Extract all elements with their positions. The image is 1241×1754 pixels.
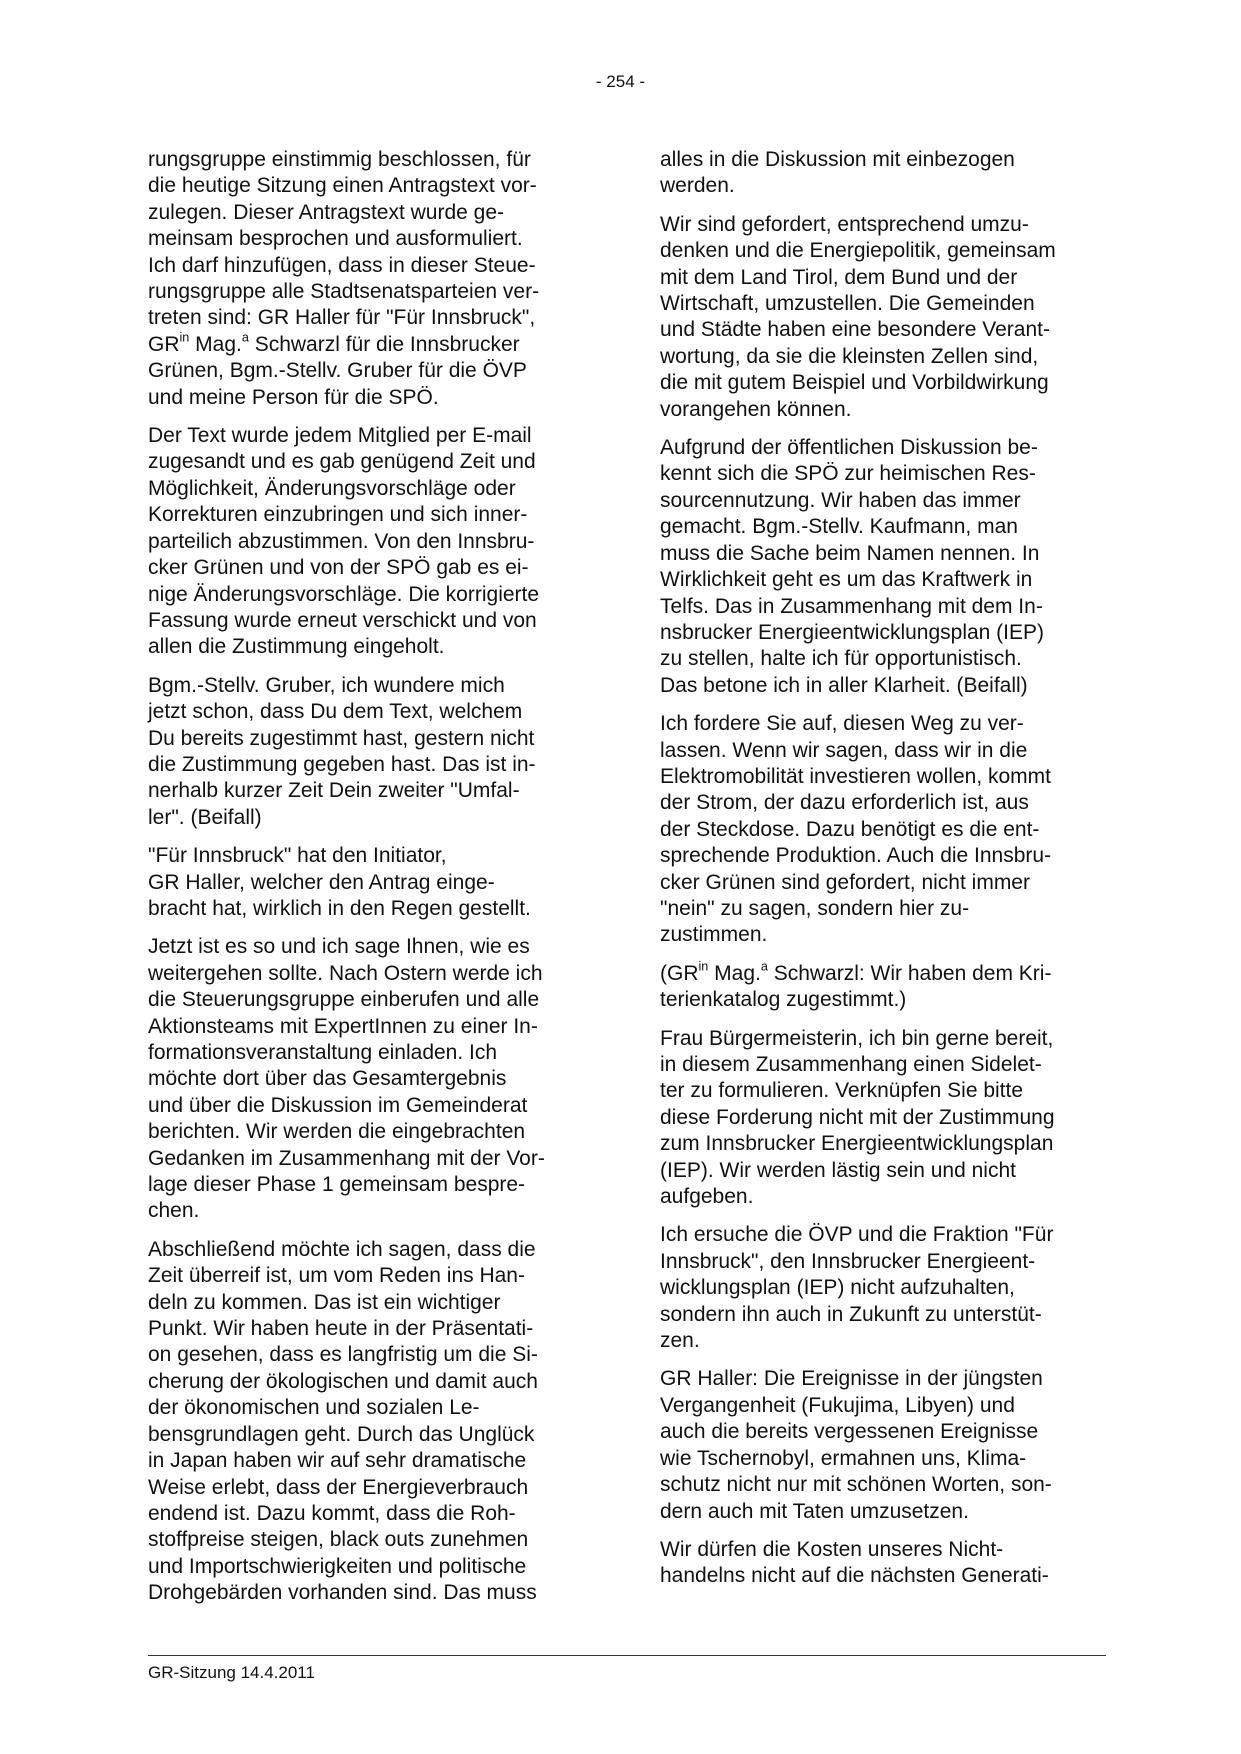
text-line: der ökonomischen und sozialen Le- (148, 1396, 480, 1420)
text-line: on gesehen, dass es langfristig um die Si- (148, 1343, 538, 1367)
text-line: allen die Zustimmung eingeholt. (148, 635, 445, 659)
text-line: handelns nicht auf die nächsten Generati- (660, 1564, 1049, 1588)
text-line: ler". (Beifall) (148, 805, 262, 829)
paragraph (148, 1237, 588, 1607)
text-line: Abschließend möchte ich sagen, dass die (148, 1237, 536, 1261)
text-line: cherung der ökologischen und damit auch (148, 1369, 538, 1393)
text-line: zen. (660, 1329, 700, 1353)
superscript: a (241, 330, 249, 345)
text-line: formationsveranstaltung einladen. Ich (148, 1041, 498, 1064)
text-line: alles in die Diskussion mit einbezogen (660, 148, 1015, 171)
text-line: cker Grünen und von der SPÖ gab es ei- (148, 556, 529, 580)
text-line: und Importschwierigkeiten und politische (148, 1554, 527, 1578)
text-line: Innsbruck", den Innsbrucker Energieent- (660, 1249, 1036, 1273)
superscript: in (698, 959, 709, 974)
text-line: und meine Person für die SPÖ. (148, 385, 439, 409)
text-line: Der Text wurde jedem Mitglied per E-mail (148, 424, 532, 448)
text-line: Weise erlebt, dass der Energieverbrauch (148, 1475, 529, 1499)
text-line: nsbrucker Energieentwicklungsplan (IEP) (660, 620, 1045, 644)
text-line: rungsgruppe einstimmig beschlossen, für (148, 148, 531, 171)
text-line: der Strom, der dazu erforderlich ist, aus (660, 791, 1029, 815)
text-line: wortung, da sie die kleinsten Zellen sind, (660, 344, 1039, 368)
text-line: auch die bereits vergessenen Ereignisse (660, 1420, 1039, 1444)
paragraph (660, 1366, 1100, 1524)
paragraph (660, 1026, 1100, 1211)
text-line: nige Änderungsvorschläge. Die korrigierte (148, 582, 540, 606)
text-line: zu stellen, halte ich für opportunistisch. (660, 647, 1022, 671)
text-line: und Städte haben eine besondere Verant- (660, 318, 1050, 342)
paragraph (148, 934, 588, 1224)
text-line: bensgrundlagen geht. Durch das Unglück (148, 1422, 535, 1446)
text-line: sprechende Produktion. Auch die Innsbru- (660, 844, 1052, 868)
text-line: mit dem Land Tirol, dem Bund und der (660, 265, 1018, 289)
text-line: Ich ersuche die ÖVP und die Fraktion "Für (660, 1223, 1054, 1247)
text-line: chen. (148, 1199, 200, 1223)
text-line: der Steckdose. Dazu benötigt es die ent- (660, 817, 1040, 841)
superscript: a (760, 959, 768, 974)
paragraph (148, 673, 588, 831)
text-line: "nein" zu sagen, sondern hier zu- (660, 896, 970, 920)
text-line: Punkt. Wir haben heute in der Präsentati- (148, 1317, 534, 1341)
text-line: zustimmen. (660, 923, 768, 947)
text-line: diese Forderung nicht mit der Zustimmung (660, 1105, 1055, 1129)
text-line: die Zustimmung gegeben hast. Das ist in- (148, 752, 536, 776)
paragraph (660, 711, 1100, 949)
text-line: (IEP). Wir werden lästig sein und nicht (660, 1158, 1016, 1182)
text-line: cker Grünen sind gefordert, nicht immer (660, 870, 1030, 894)
text-line: Zeit überreif ist, um vom Reden ins Han- (148, 1264, 525, 1288)
text-line: werden. (660, 174, 735, 198)
text-segment: Mag. (189, 332, 242, 356)
text-line: Gedanken im Zusammenhang mit der Vor- (148, 1146, 545, 1170)
text-line: sourcennutzung. Wir haben das immer (660, 488, 1021, 512)
text-line: Elektromobilität investieren wollen, kommt (660, 764, 1051, 788)
left-column (148, 147, 588, 1619)
text-line: nerhalb kurzer Zeit Dein zweiter "Umfal- (148, 779, 520, 803)
paragraph (660, 1222, 1100, 1354)
text-line: dern auch mit Taten umzusetzen. (660, 1499, 969, 1523)
text-line: schutz nicht nur mit schönen Worten, son- (660, 1473, 1052, 1497)
text-line: rungsgruppe alle Stadtsenatsparteien ver- (148, 280, 540, 304)
text-line: Telfs. Das in Zusammenhang mit dem In- (660, 594, 1043, 618)
text-line: vorangehen können. (660, 397, 852, 421)
text-segment: GR (148, 332, 180, 356)
text-line: terienkatalog zugestimmt.) (660, 988, 907, 1012)
text-line: Grünen, Bgm.-Stellv. Gruber für die ÖVP (148, 359, 527, 383)
text-line: "Für Innsbruck" hat den Initiator, (148, 844, 447, 868)
text-line: kennt sich die SPÖ zur heimischen Res- (660, 462, 1036, 486)
text-line: Bgm.-Stellv. Gruber, ich wundere mich (148, 673, 505, 697)
text-line: Vergangenheit (Fukujima, Libyen) und (660, 1393, 1015, 1417)
text-line: weitergehen sollte. Nach Ostern werde ich (148, 961, 543, 985)
paragraph (660, 1537, 1100, 1590)
text-segment: Mag. (708, 961, 761, 985)
text-line: muss die Sache beim Namen nennen. In (660, 541, 1040, 565)
paragraph (148, 423, 588, 661)
text-line: in diesem Zusammenhang einen Sidelet- (660, 1053, 1042, 1076)
text-line: jetzt schon, dass Du dem Text, welchem (148, 700, 523, 724)
text-line (148, 332, 588, 358)
text-line: Aktionsteams mit ExpertInnen zu einer In- (148, 1014, 538, 1038)
footer-label: GR-Sitzung 14.4.2011 (148, 1663, 315, 1682)
text-line: berichten. Wir werden die eingebrachten (148, 1120, 526, 1144)
text-line: stoffpreise steigen, black outs zunehmen (148, 1528, 529, 1552)
text-line: Du bereits zugestimmt hast, gestern nicht (148, 726, 535, 750)
text-line: Wirtschaft, umzustellen. Die Gemeinden (660, 292, 1035, 316)
text-line: Aufgrund der öffentlichen Diskussion be- (660, 436, 1038, 460)
paragraph (660, 212, 1100, 423)
text-line: lage dieser Phase 1 gemeinsam bespre- (148, 1173, 526, 1197)
page-number: - 254 - (595, 72, 646, 91)
text-line: Ich fordere Sie auf, diesen Weg zu ver- (660, 712, 1024, 736)
text-line: zugesandt und es gab genügend Zeit und (148, 450, 536, 474)
paragraph (148, 843, 588, 922)
text-line: Wirklichkeit geht es um das Kraftwerk in (660, 568, 1033, 592)
text-line: Fassung wurde erneut verschickt und von (148, 608, 537, 632)
text-line: lassen. Wenn wir sagen, dass wir in die (660, 738, 1028, 762)
text-segment: Schwarzl: Wir haben dem Kri- (767, 961, 1052, 985)
text-line: ter zu formulieren. Verknüpfen Sie bitte (660, 1079, 1024, 1103)
superscript: in (179, 330, 190, 345)
text-segment: Schwarzl für die Innsbrucker (248, 332, 520, 356)
text-line: Jetzt ist es so und ich sage Ihnen, wie es (148, 935, 530, 959)
paragraph (660, 435, 1100, 699)
text-line: meinsam besprochen und ausformuliert. (148, 227, 523, 251)
text-line: gemacht. Bgm.-Stellv. Kaufmann, man (660, 515, 1018, 539)
text-line: bracht hat, wirklich in den Regen gestellt. (148, 896, 531, 920)
text-line: die heutige Sitzung einen Antragstext vor- (148, 174, 537, 198)
footer-divider (148, 1655, 1106, 1656)
text-line: Möglichkeit, Änderungsvorschläge oder (148, 476, 516, 500)
text-line: sondern ihn auch in Zukunft zu unterstüt- (660, 1302, 1042, 1326)
paragraph (660, 961, 1100, 1014)
text-line: zum Innsbrucker Energieentwicklungsplan (660, 1132, 1054, 1156)
text-line: die Steuerungsgruppe einberufen und alle (148, 988, 540, 1012)
right-column (660, 147, 1100, 1602)
text-line: zulegen. Dieser Antragstext wurde ge- (148, 200, 505, 224)
text-line: aufgeben. (660, 1185, 754, 1209)
text-line: endend ist. Dazu kommt, dass die Roh- (148, 1501, 516, 1525)
text-line: Ich darf hinzufügen, dass in dieser Steue- (148, 253, 536, 277)
text-line: treten sind: GR Haller für "Für Innsbruck", (148, 306, 536, 330)
text-line: GR Haller: Die Ereignisse in der jüngsten (660, 1367, 1043, 1391)
paragraph (660, 147, 1100, 200)
text-line: parteilich abzustimmen. Von den Innsbru- (148, 529, 535, 553)
paragraph (148, 147, 588, 411)
text-line (660, 961, 1100, 987)
text-line: Drohgebärden vorhanden sind. Das muss (148, 1581, 537, 1605)
text-line: Wir dürfen die Kosten unseres Nicht- (660, 1537, 1004, 1561)
text-line: wie Tschernobyl, ermahnen uns, Klima- (660, 1446, 1027, 1470)
text-line: deln zu kommen. Das ist ein wichtiger (148, 1290, 501, 1314)
text-line: denken und die Energiepolitik, gemeinsam (660, 239, 1056, 263)
text-line: die mit gutem Beispiel und Vorbildwirkung (660, 371, 1049, 395)
text-line: in Japan haben wir auf sehr dramatische (148, 1449, 527, 1473)
text-line: und über die Diskussion im Gemeinderat (148, 1093, 528, 1117)
text-line: GR Haller, welcher den Antrag einge- (148, 870, 495, 894)
text-segment: (GR (660, 961, 699, 985)
text-line: möchte dort über das Gesamtergebnis (148, 1067, 507, 1091)
text-line: Das betone ich in aller Klarheit. (Beifall) (660, 673, 1028, 697)
text-line: wicklungsplan (IEP) nicht aufzuhalten, (660, 1276, 1015, 1300)
text-line: Korrekturen einzubringen und sich inner- (148, 503, 528, 527)
text-line: Wir sind gefordert, entsprechend umzu- (660, 212, 1029, 236)
text-line: Frau Bürgermeisterin, ich bin gerne bereit, (660, 1026, 1054, 1050)
